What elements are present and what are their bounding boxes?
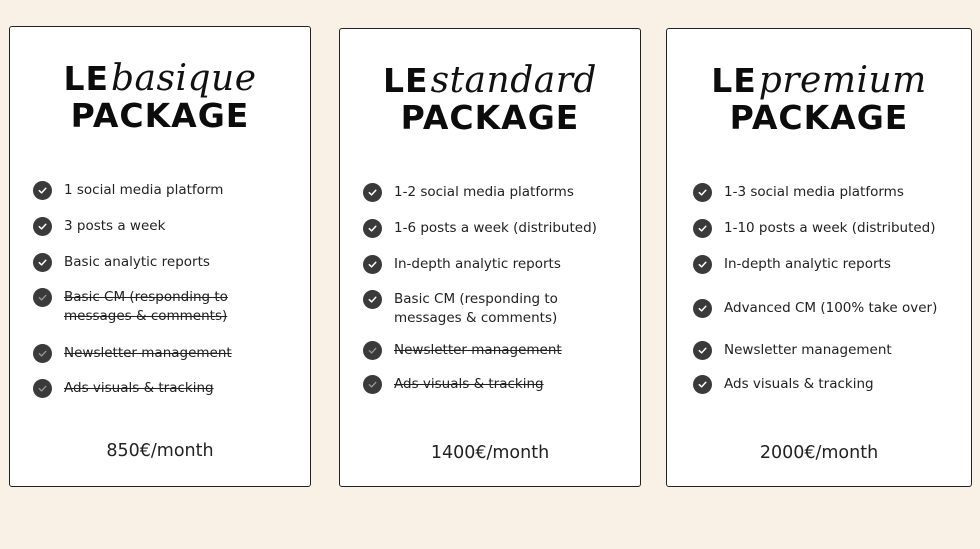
package-card-premium (666, 28, 972, 487)
feature-item (33, 217, 165, 236)
feature-label: Newsletter management (724, 342, 892, 358)
feature-label: Basic CM (responding to messages & comments) (394, 291, 558, 326)
feature-item (33, 181, 223, 200)
feature-item (363, 375, 544, 394)
feature-item (33, 379, 214, 398)
feature-label: Basic analytic reports (64, 254, 210, 270)
feature-label: In-depth analytic reports (394, 256, 561, 272)
feature-label: Ads visuals & tracking (64, 380, 214, 396)
check-circle-icon (33, 288, 52, 307)
title-prefix: LE (711, 61, 757, 100)
title-suffix: PACKAGE (70, 96, 250, 135)
check-circle-icon (693, 299, 712, 318)
feature-item (33, 344, 232, 363)
feature-label: 1-10 posts a week (distributed) (724, 220, 936, 236)
check-circle-icon (363, 255, 382, 274)
check-circle-icon (693, 219, 712, 238)
feature-label: 1 social media platform (64, 182, 224, 198)
package-title (10, 58, 310, 135)
feature-item (363, 290, 558, 328)
check-circle-icon (363, 183, 382, 202)
feature-label: 1-3 social media platforms (724, 184, 904, 200)
check-circle-icon (693, 183, 712, 202)
feature-item (693, 219, 936, 238)
title-suffix: PACKAGE (400, 98, 580, 137)
feature-item (363, 255, 561, 274)
check-circle-icon (363, 375, 382, 394)
title-script: premium (758, 60, 927, 101)
feature-label: 1-6 posts a week (distributed) (394, 220, 597, 236)
check-circle-icon (33, 379, 52, 398)
feature-item (693, 255, 891, 274)
feature-label: Advanced CM (100% take over) (724, 300, 938, 316)
feature-label: Newsletter management (64, 345, 232, 361)
title-suffix: PACKAGE (729, 98, 909, 137)
title-script: basique (111, 58, 257, 99)
feature-label: Ads visuals & tracking (394, 376, 544, 392)
feature-label: 1-2 social media platforms (394, 184, 574, 200)
package-title (667, 60, 971, 137)
package-title (340, 60, 640, 137)
check-circle-icon (363, 219, 382, 238)
check-circle-icon (693, 255, 712, 274)
package-card-standard (339, 28, 641, 487)
title-script: standard (430, 60, 597, 101)
package-card-basique (9, 26, 311, 487)
feature-label: Basic CM (responding to messages & comments) (64, 289, 228, 324)
package-price: 1400€/month (430, 443, 550, 463)
feature-item (363, 219, 597, 238)
feature-label: In-depth analytic reports (724, 256, 891, 272)
feature-item (693, 341, 892, 360)
check-circle-icon (363, 341, 382, 360)
check-circle-icon (363, 290, 382, 309)
check-circle-icon (33, 253, 52, 272)
check-circle-icon (33, 217, 52, 236)
package-price: 2000€/month (759, 443, 879, 463)
check-circle-icon (33, 344, 52, 363)
package-price: 850€/month (106, 441, 214, 461)
feature-item (693, 299, 937, 318)
feature-label: Newsletter management (394, 342, 562, 358)
check-circle-icon (693, 375, 712, 394)
title-prefix: LE (63, 59, 110, 98)
feature-item (363, 183, 574, 202)
feature-item (693, 183, 904, 202)
feature-item (33, 253, 210, 272)
feature-item (33, 288, 228, 326)
title-prefix: LE (383, 61, 429, 100)
feature-label: Ads visuals & tracking (724, 376, 874, 392)
feature-label: 3 posts a week (64, 218, 166, 234)
check-circle-icon (693, 341, 712, 360)
feature-item (363, 341, 562, 360)
feature-item (693, 375, 874, 394)
check-circle-icon (33, 181, 52, 200)
